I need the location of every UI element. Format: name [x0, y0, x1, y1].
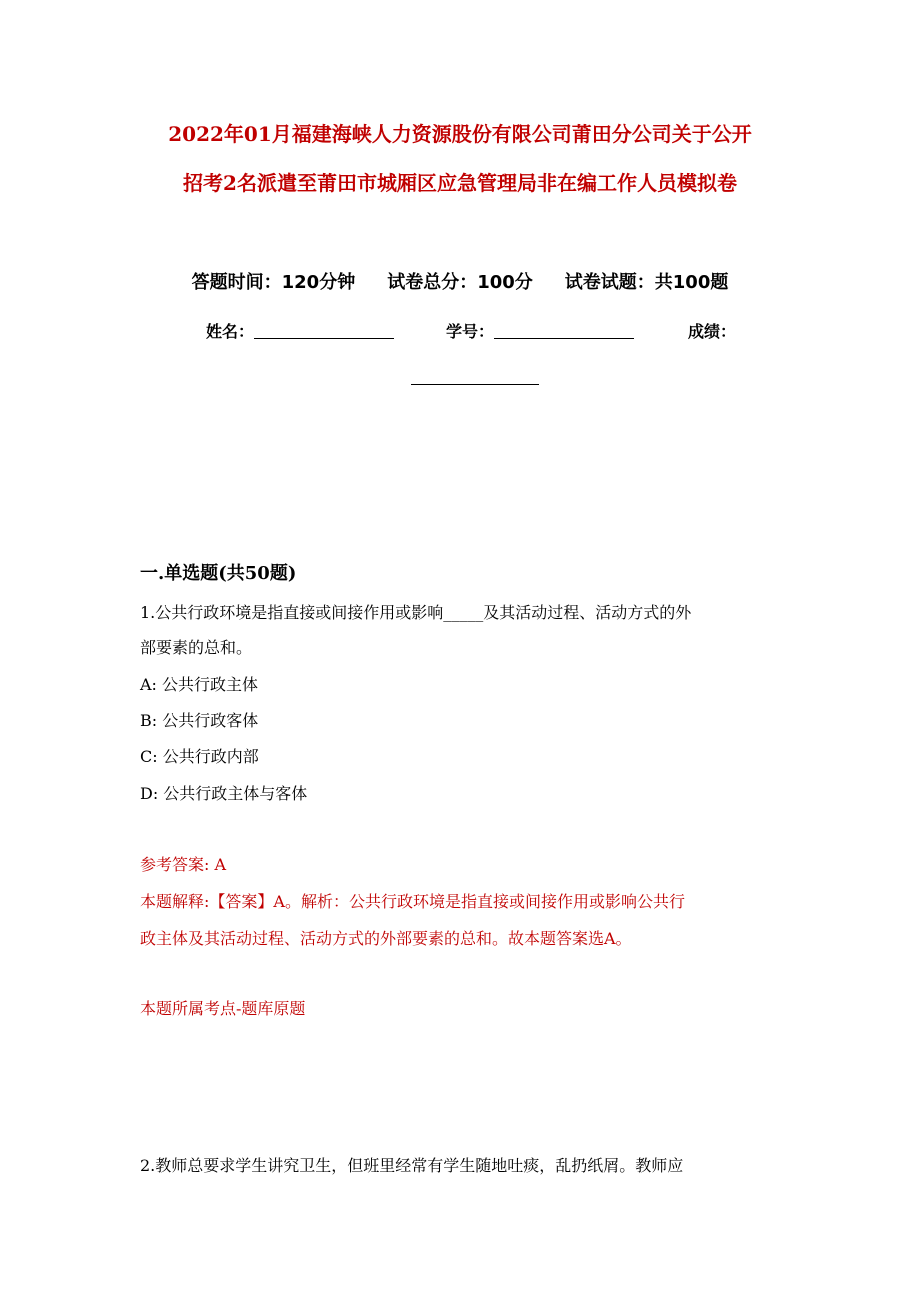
question-1-option-d: D: 公共行政主体与客体	[140, 784, 308, 803]
name-blank[interactable]	[254, 322, 394, 339]
section-title: 一.单选题(共50题)	[140, 563, 297, 584]
exam-title-line-1: 2022年01月福建海峡人力资源股份有限公司莆田分公司关于公开	[168, 122, 752, 146]
total-score: 试卷总分：100分	[387, 272, 533, 293]
question-1-explanation-line-2: 政主体及其活动过程、活动方式的外部要素的总和。故本题答案选A。	[140, 929, 632, 948]
question-1-stem-line-2: 部要素的总和。	[140, 638, 253, 657]
student-number-label: 学号：	[446, 322, 495, 341]
question-1-option-a: A: 公共行政主体	[140, 675, 259, 694]
question-1-explanation-line-1: 本题解释:【答案】A。解析：公共行政环境是指直接或间接作用或影响公共行	[140, 892, 685, 911]
question-1-answer: 参考答案: A	[140, 855, 227, 874]
question-1-source: 本题所属考点-题库原题	[140, 999, 306, 1018]
score-label: 成绩：	[688, 322, 737, 341]
exam-time: 答题时间：120分钟	[191, 272, 356, 293]
exam-meta	[0, 268, 920, 294]
student-number-blank[interactable]	[494, 322, 634, 339]
question-1-option-b: B: 公共行政客体	[140, 711, 259, 730]
score-field	[688, 319, 736, 342]
student-number-field	[446, 319, 634, 342]
question-1-option-c: C: 公共行政内部	[140, 747, 259, 766]
name-field	[206, 319, 394, 342]
question-1-stem-line-1: 1.公共行政环境是指直接或间接作用或影响_____及其活动过程、活动方式的外	[140, 603, 692, 622]
question-count: 试卷试题：共100题	[564, 272, 729, 293]
question-2-stem-line-1: 2.教师总要求学生讲究卫生，但班里经常有学生随地吐痰，乱扔纸屑。教师应	[140, 1156, 684, 1175]
score-blank[interactable]	[411, 384, 539, 385]
exam-title-line-2: 招考2名派遣至莆田市城厢区应急管理局非在编工作人员模拟卷	[183, 171, 737, 195]
name-label: 姓名：	[206, 322, 255, 341]
